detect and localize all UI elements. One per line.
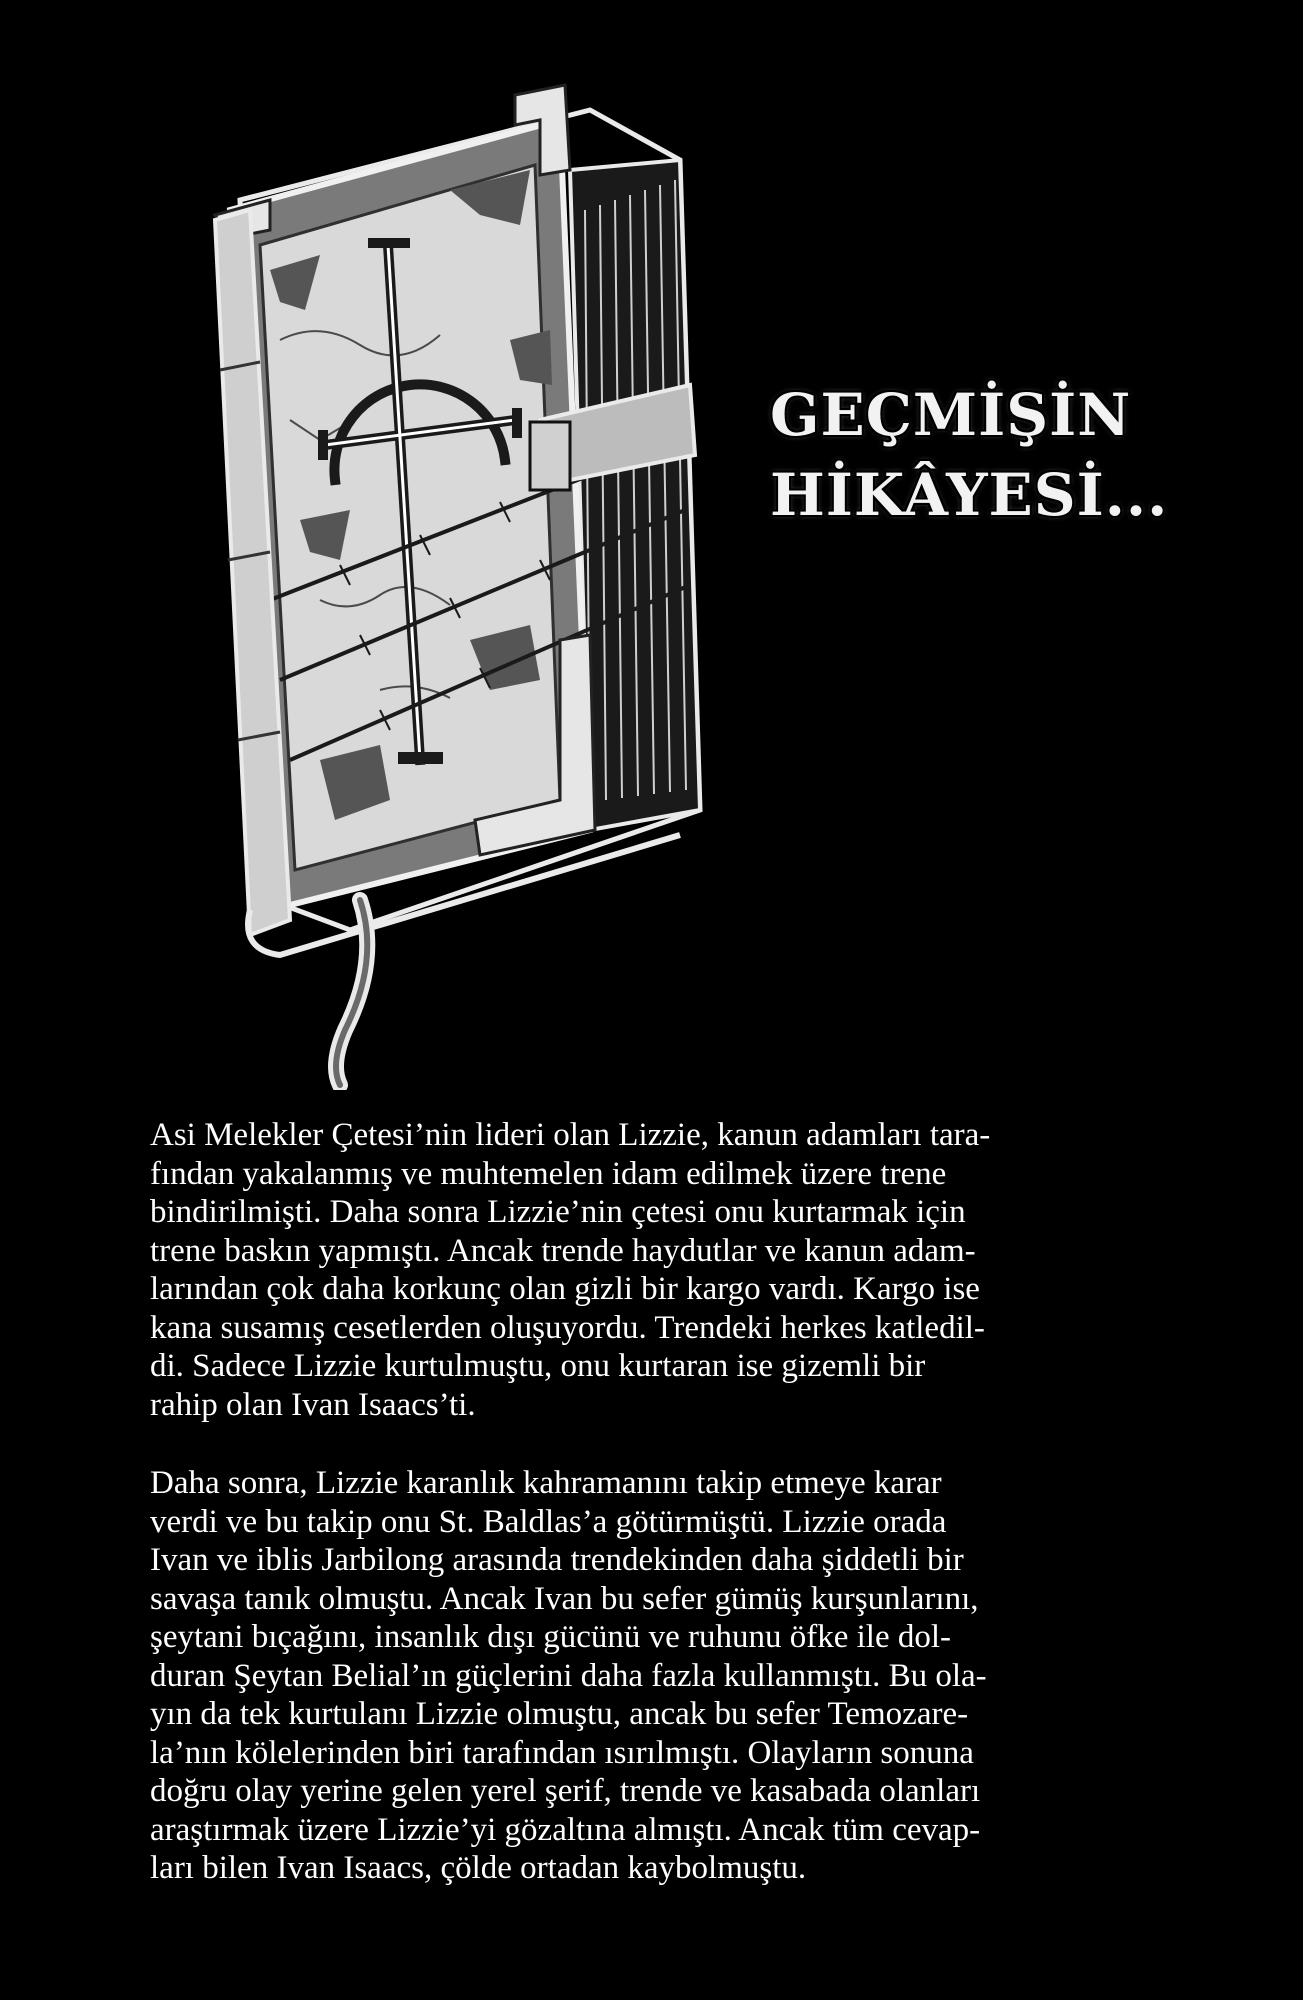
story-title-line-1: GEÇMİŞİN [770, 381, 1132, 449]
story-text [150, 1116, 1170, 1928]
story-paragraph-2: Daha sonra, Lizzie karanlık kahramanını takip etmeye karar verdi ve bu takip onu St. Baldlas’a götürmüştü. Lizzie orada Ivan ve iblis Jarbilong arasında trendekinden daha şiddetli bir savaşa tanık olmuştu. Ancak Ivan bu sefer gümüş kurşunlarını, şeytani bıçağını, insanlık dışı gücünü ve ruhunu öfke ile dol- duran Şeytan Belial’ın güçlerini daha fazla kullanmıştı. Bu ola- yın da tek kurtulanı Lizzie olmuştu, ancak bu sefer Temozare- la’nın kölelerinden biri tarafından ısırılmıştı. Olayların sonuna doğru olay yerine gelen yerel şerif, trende ve kasabada olanları araştırmak üzere Lizzie’yi gözaltına almıştı. Ancak tüm cevap- ları bilen Ivan Isaacs, çölde ortadan kaybolmuştu. [150, 1465, 987, 1886]
ancient-book-with-cross-icon [120, 40, 720, 1090]
story-title [770, 375, 1240, 535]
story-title-line-2: HİKÂYESİ... [770, 461, 1169, 529]
story-paragraph-1: Asi Melekler Çetesi’nin lideri olan Lizzie, kanun adamları tara- fından yakalanmış ve muhtemelen idam edilmek üzere trene bindirilmişti. Daha sonra Lizzie’nin çetesi onu kurtarmak için trene baskın yapmıştı. Ancak trende haydutlar ve kanun adam- larından çok daha korkunç olan gizli bir kargo vardı. Kargo ise kana susamış cesetlerden oluşuyordu. Trendeki herkes katledil- di. Sadece Lizzie kurtulmuştu, onu kurtaran ise gizemli bir rahip olan Ivan Isaacs’ti. [150, 1117, 991, 1423]
